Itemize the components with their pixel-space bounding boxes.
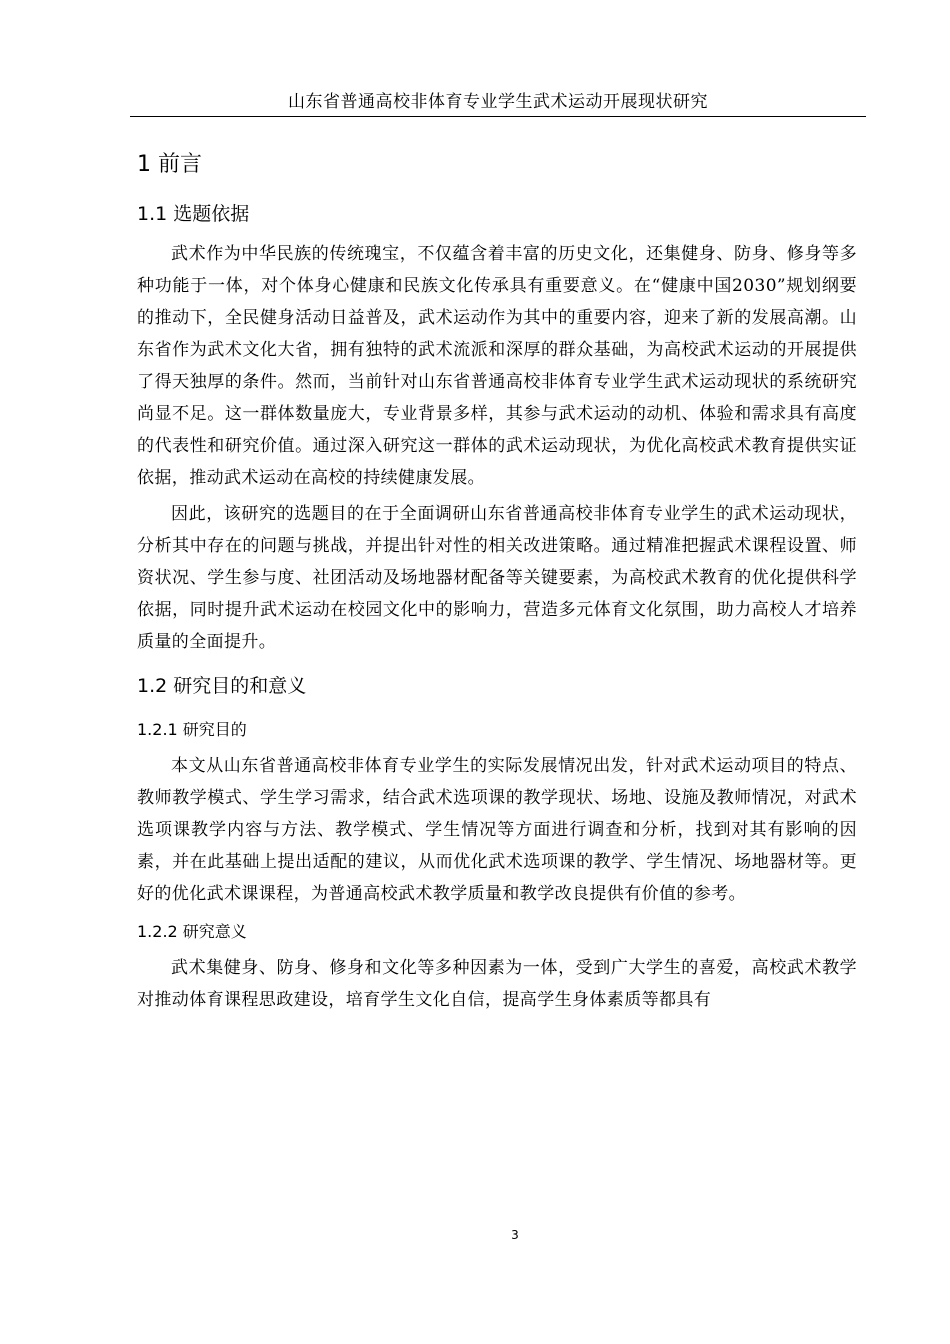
section-heading-1-1: 1.1 选题依据	[137, 203, 250, 225]
page-body	[137, 140, 857, 1016]
running-header	[130, 88, 866, 117]
paragraph: 武术集健身、防身、修身和文化等多种因素为一体，受到广大学生的喜爱，高校武术教学对推动体育课程思政建设，培育学生文化自信，提高学生身体素质等都具有	[137, 958, 857, 1010]
section-heading-1-2: 1.2 研究目的和意义	[137, 675, 307, 697]
paragraph: 本文从山东省普通高校非体育专业学生的实际发展情况出发，针对武术运动项目的特点、教师教学模式、学生学习需求，结合武术选项课的教学现状、场地、设施及教师情况，对武术选项课教学内容与方法、教学模式、学生情况等方面进行调查和分析，找到对其有影响的因素，并在此基础上提出适配的建议，从而优化武术选项课的教学、学生情况、场地器材等。更好的优化武术课课程，为普通高校武术教学质量和教学改良提供有价值的参考。	[137, 756, 857, 904]
page-number: 3	[511, 1228, 519, 1242]
paragraph: 因此，该研究的选题目的在于全面调研山东省普通高校非体育专业学生的武术运动现状，分析其中存在的问题与挑战，并提出针对性的相关改进策略。通过精准把握武术课程设置、师资状况、学生参与度、社团活动及场地器材配备等关键要素，为高校武术教育的优化提供科学依据，同时提升武术运动在校园文化中的影响力，营造多元体育文化氛围，助力高校人才培养质量的全面提升。	[137, 504, 857, 652]
section-heading-1-2-2: 1.2.2 研究意义	[137, 922, 247, 941]
section-heading-1-2-1: 1.2.1 研究目的	[137, 720, 247, 739]
paragraph: 武术作为中华民族的传统瑰宝，不仅蕴含着丰富的历史文化，还集健身、防身、修身等多种功能于一体，对个体身心健康和民族文化传承具有重要意义。在“健康中国2030”规划纲要的推动下，全民健身活动日益普及，武术运动作为其中的重要内容，迎来了新的发展高潮。山东省作为武术文化大省，拥有独特的武术流派和深厚的群众基础，为高校武术运动的开展提供了得天独厚的条件。然而，当前针对山东省普通高校非体育专业学生武术运动现状的系统研究尚显不足。这一群体数量庞大，专业背景多样，其参与武术运动的动机、体验和需求具有高度的代表性和研究价值。通过深入研究这一群体的武术运动现状，为优化高校武术教育提供实证依据，推动武术运动在高校的持续健康发展。	[137, 244, 857, 488]
running-header-title: 山东省普通高校非体育专业学生武术运动开展现状研究	[288, 92, 708, 112]
section-heading-1: 1 前言	[137, 152, 202, 177]
